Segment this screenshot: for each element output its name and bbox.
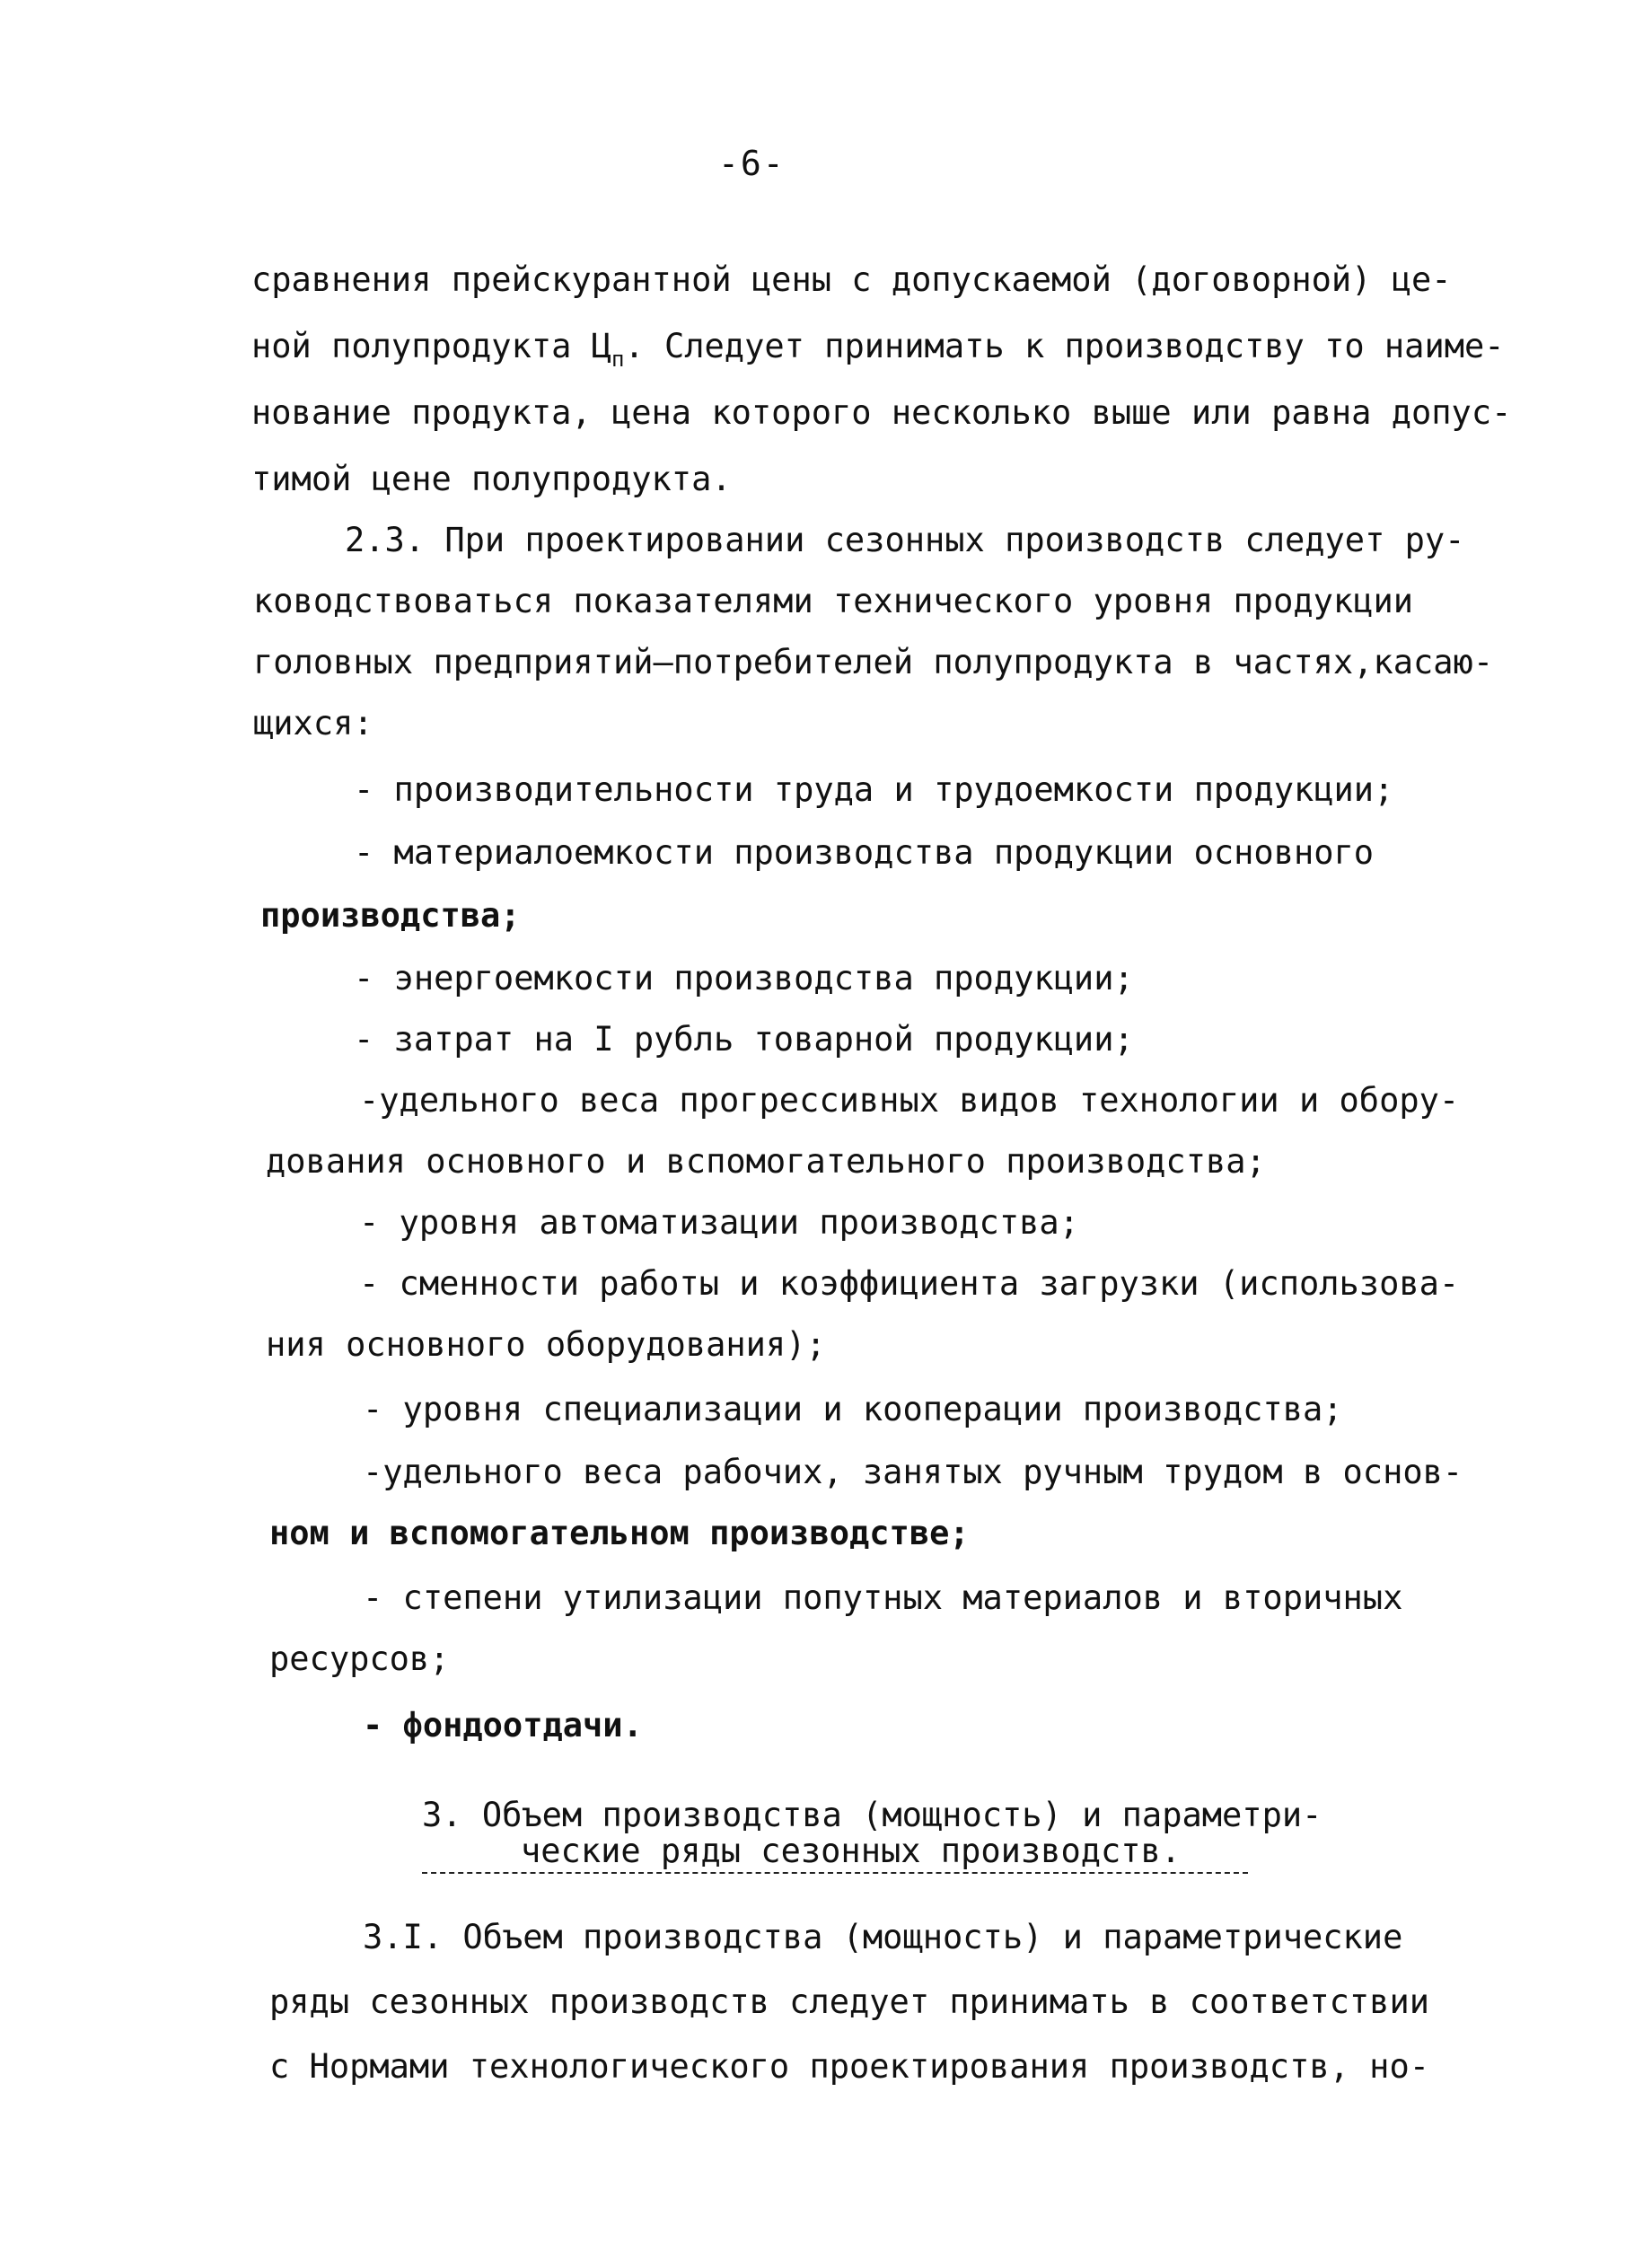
page-number: -6- [718,144,786,183]
paragraph-line: 2.3. При проектировании сезонных производств следует ру- [345,521,1465,559]
paragraph-line: головных предприятий—потребителей полупродукта в частях,касаю- [253,643,1494,681]
list-item-continuation: ном и вспомогательном производстве; [269,1514,970,1552]
list-item-continuation: производства; [260,896,521,935]
list-item: - уровня автоматизации производства; [359,1203,1079,1242]
paragraph-line: сравнения прейскурантной цены с допускаемой (договорной) це- [251,260,1452,299]
list-item: - энергоемкости производства продукции; [354,959,1134,998]
paragraph-text: . Следует принимать к производству то наиме- [624,327,1505,365]
heading-underline [422,1872,1248,1874]
list-item: - производительности труда и трудоемкости продукции; [354,770,1394,809]
paragraph-line: нование продукта, цена которого несколько выше или равна допус- [251,393,1512,432]
list-item: - фондоотдачи. [363,1706,643,1745]
paragraph-line: тимой цене полупродукта. [251,460,732,498]
paragraph-line [251,327,1505,379]
paragraph-line: с Нормами технологического проектирования производств, но- [269,2047,1430,2086]
list-item-continuation: ния основного оборудования); [266,1325,826,1364]
list-item: - уровня специализации и кооперации производства; [363,1390,1343,1428]
paragraph-line: щихся: [253,704,373,743]
list-item: - сменности работы и коэффициента загрузки (использова- [359,1264,1460,1303]
list-item-continuation: ресурсов; [269,1639,450,1678]
subscript: п [611,347,625,372]
section-heading-continuation: ческие ряды сезонных производств. [521,1832,1182,1870]
section-heading: 3. Объем производства (мощность) и параметри- [422,1796,1322,1834]
paragraph-text: ной полупродукта Ц [251,327,611,365]
paragraph-line: ководствоваться показателями технического уровня продукции [253,582,1414,620]
list-item-continuation: дования основного и вспомогательного производства; [266,1142,1266,1181]
list-item: - материалоемкости производства продукции основного [354,833,1375,872]
paragraph-line: ряды сезонных производств следует принимать в соответствии [269,1982,1430,2021]
list-item: - степени утилизации попутных материалов и вторичных [363,1578,1403,1617]
list-item: - затрат на I рубль товарной продукции; [354,1020,1134,1059]
list-item: -удельного веса прогрессивных видов технологии и обору- [359,1081,1460,1120]
paragraph-line: 3.I. Объем производства (мощность) и параметрические [363,1918,1403,1956]
list-item: -удельного веса рабочих, занятых ручным трудом в основ- [363,1453,1463,1491]
